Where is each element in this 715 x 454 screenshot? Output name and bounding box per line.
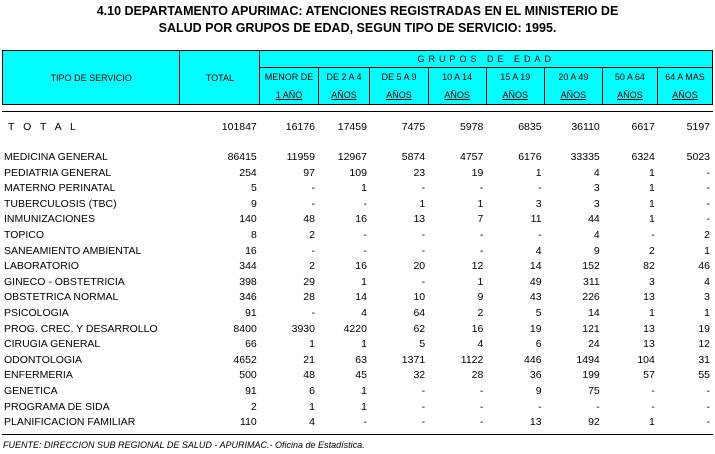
cell-value: 4220 — [343, 322, 367, 335]
cell-value: 446 — [524, 353, 542, 366]
cell-value: 101847 — [221, 121, 257, 134]
cell-value: 10 — [413, 291, 426, 304]
cell-value: 28 — [303, 291, 315, 304]
cell-value: - — [596, 400, 600, 413]
cell-value: 16 — [471, 322, 484, 335]
cell-value: 13 — [643, 338, 655, 351]
cell-value: 29 — [303, 275, 315, 288]
cell-value: 16 — [355, 213, 367, 226]
row-label: LABORATORIO — [4, 260, 79, 273]
cell-value: 8 — [250, 228, 257, 241]
cell-value: 13 — [529, 416, 542, 429]
header-age-group-label: 15 A 19 — [486, 67, 544, 86]
header-age-group-unit: AÑOS — [370, 86, 428, 105]
cell-value: 4 — [535, 244, 542, 257]
cell-value: 31 — [698, 353, 710, 366]
row-label: T O T A L — [8, 121, 79, 134]
cell-value: 32 — [413, 369, 426, 382]
table-row — [2, 368, 713, 384]
cell-value: 1 — [361, 338, 367, 351]
source-note: FUENTE: DIRECCION SUB REGIONAL DE SALUD - APURIMAC.- Oficina de Estadística. — [3, 440, 365, 450]
header-age-group-label: 64 A MAS — [657, 67, 712, 86]
cell-value: - — [421, 228, 426, 241]
table-row — [2, 290, 713, 306]
cell-value: 2 — [649, 244, 655, 257]
row-label: MATERNO PERINATAL — [4, 182, 116, 195]
table-header — [2, 50, 713, 105]
table-row — [2, 244, 713, 260]
cell-value: 311 — [583, 275, 600, 288]
cell-value: 6835 — [518, 121, 542, 134]
cell-value: 8400 — [233, 322, 257, 335]
cell-value: 28 — [471, 369, 484, 382]
cell-value: 2 — [309, 228, 315, 241]
row-label: CIRUGIA GENERAL — [4, 338, 101, 351]
cell-value: 92 — [588, 416, 600, 429]
cell-value: 9 — [535, 384, 542, 397]
cell-value: 44 — [588, 213, 600, 226]
cell-value: 14 — [355, 291, 367, 304]
header-grupos-edad: GRUPOS DE EDAD — [260, 51, 713, 68]
cell-value: 49 — [529, 275, 542, 288]
header-age-group-unit: AÑOS — [486, 86, 544, 105]
cell-value: 6324 — [631, 151, 655, 163]
cell-value: 199 — [582, 369, 600, 382]
cell-value: 20 — [413, 260, 426, 273]
cell-value: 6 — [309, 384, 315, 397]
cell-value: 13 — [643, 322, 655, 335]
cell-value: - — [651, 384, 655, 397]
cell-value: 5978 — [460, 121, 484, 134]
cell-value: 110 — [240, 416, 257, 429]
cell-value: 1122 — [460, 353, 484, 366]
cell-value: - — [311, 306, 315, 319]
cell-value: 19 — [529, 322, 542, 335]
cell-value: 3930 — [291, 322, 315, 335]
cell-value: 16 — [355, 260, 367, 273]
cell-value: 19 — [471, 166, 484, 179]
cell-value: - — [421, 400, 426, 413]
cell-value: 62 — [413, 322, 426, 335]
cell-value: - — [706, 182, 710, 195]
row-label: PEDIATRIA GENERAL — [4, 166, 112, 179]
header-bottom-rule — [2, 111, 713, 112]
cell-value: 14 — [529, 260, 542, 273]
cell-value: 97 — [303, 166, 315, 179]
row-label: TUBERCULOSIS (TBC) — [4, 197, 117, 210]
cell-value: - — [311, 244, 315, 257]
header-age-group-label: 20 A 49 — [544, 67, 602, 86]
cell-value: 7475 — [401, 121, 426, 134]
cell-value: - — [479, 228, 484, 241]
header-age-group-unit: AÑOS — [428, 86, 486, 105]
cell-value: - — [651, 228, 655, 241]
cell-value: 55 — [698, 369, 710, 382]
row-label: TOPICO — [4, 228, 45, 241]
table-row — [2, 150, 713, 166]
cell-value: 16176 — [285, 121, 315, 134]
cell-value: 2 — [250, 400, 257, 413]
cell-value: 3 — [649, 275, 655, 288]
cell-value: - — [421, 416, 426, 429]
cell-value: 1 — [649, 182, 655, 195]
cell-value: 82 — [643, 260, 655, 273]
cell-value: 1371 — [401, 353, 426, 366]
cell-value: 46 — [698, 260, 710, 273]
cell-value: 4 — [593, 166, 600, 179]
cell-value: 4757 — [460, 151, 484, 163]
cell-value: 11 — [530, 213, 542, 226]
cell-value: 14 — [588, 306, 600, 319]
cell-value: 4 — [593, 228, 600, 241]
cell-value: - — [538, 182, 542, 195]
cell-value: 12 — [471, 260, 484, 273]
cell-value: 12 — [698, 338, 710, 351]
cell-value: 1 — [649, 166, 655, 179]
cell-value: - — [479, 384, 484, 397]
cell-value: 33335 — [570, 151, 600, 163]
cell-value: 5 — [250, 182, 257, 195]
table-row — [2, 415, 713, 431]
cell-value: 4 — [309, 416, 315, 429]
cell-value: 9 — [250, 197, 257, 210]
cell-value: 104 — [637, 353, 655, 366]
header-age-group-unit: 1 AÑO — [260, 86, 318, 105]
cell-value: 1 — [309, 338, 315, 351]
cell-value: - — [479, 244, 484, 257]
cell-value: 121 — [582, 322, 600, 335]
cell-value: - — [363, 197, 367, 210]
cell-value: - — [479, 416, 484, 429]
cell-value: 344 — [239, 260, 257, 273]
cell-value: - — [363, 228, 367, 241]
cell-value: 346 — [239, 291, 257, 304]
cell-value: - — [706, 197, 710, 210]
cell-value: 1 — [704, 306, 710, 319]
cell-value: - — [706, 416, 710, 429]
header-tipo-servicio: TIPO DE SERVICIO — [3, 51, 180, 105]
cell-value: 5023 — [686, 151, 710, 163]
cell-value: - — [421, 275, 426, 288]
row-label: PLANIFICACION FAMILIAR — [4, 416, 136, 429]
cell-value: 2 — [704, 228, 710, 241]
table-row — [2, 337, 713, 353]
cell-value: 36110 — [571, 121, 600, 134]
cell-value: 1 — [649, 197, 655, 210]
cell-value: 16 — [245, 244, 257, 257]
cell-value: 2 — [477, 306, 484, 319]
table-row — [2, 212, 713, 228]
cell-value: 140 — [239, 213, 257, 226]
cell-value: 4 — [477, 338, 484, 351]
table-row — [2, 275, 713, 291]
table-row — [2, 306, 713, 322]
cell-value: 5 — [535, 306, 542, 319]
cell-value: 75 — [588, 384, 600, 397]
cell-value: 3 — [593, 197, 600, 210]
cell-value: 48 — [303, 213, 315, 226]
cell-value: 2 — [309, 260, 315, 273]
cell-value: 500 — [239, 369, 257, 382]
cell-value: 13 — [413, 213, 426, 226]
cell-value: - — [421, 244, 426, 257]
row-label: GENETICA — [4, 384, 58, 397]
header-age-group-label: DE 2 A 4 — [318, 67, 370, 86]
header-age-group-label: 10 A 14 — [428, 67, 486, 86]
cell-value: 13 — [643, 291, 655, 304]
cell-value: 36 — [529, 369, 542, 382]
cell-value: 3 — [593, 182, 600, 195]
cell-value: 19 — [698, 322, 710, 335]
cell-value: 1 — [361, 400, 367, 413]
cell-value: 12967 — [337, 151, 367, 163]
cell-value: 66 — [245, 338, 257, 351]
row-label: MEDICINA GENERAL — [4, 151, 108, 163]
row-label: ENFERMERIA — [4, 369, 73, 382]
header-age-group-unit: AÑOS — [544, 86, 602, 105]
cell-value: 91 — [245, 306, 257, 319]
cell-value: 21 — [303, 353, 315, 366]
cell-value: 45 — [355, 369, 367, 382]
cell-value: - — [651, 400, 655, 413]
cell-value: 1 — [649, 213, 655, 226]
cell-value: 398 — [239, 275, 257, 288]
cell-value: 1 — [477, 275, 484, 288]
cell-value: - — [706, 384, 710, 397]
cell-value: - — [421, 384, 426, 397]
cell-value: 48 — [303, 369, 315, 382]
cell-value: 91 — [245, 384, 257, 397]
cell-value: - — [421, 182, 426, 195]
cell-value: - — [706, 213, 710, 226]
cell-value: 43 — [529, 291, 542, 304]
cell-value: - — [311, 197, 315, 210]
table-row — [2, 181, 713, 197]
cell-value: 5197 — [686, 121, 710, 134]
row-label: SANEAMIENTO AMBIENTAL — [4, 244, 142, 257]
header-total: TOTAL — [180, 51, 260, 105]
cell-value: 9 — [477, 291, 484, 304]
row-label: PSICOLOGIA — [4, 306, 69, 319]
cell-value: 1 — [477, 197, 484, 210]
cell-value: - — [311, 182, 315, 195]
row-label: OBSTETRICA NORMAL — [4, 291, 119, 304]
table-title-line-2: SALUD POR GRUPOS DE EDAD, SEGUN TIPO DE SERVICIO: 1995. — [158, 21, 557, 35]
cell-value: 109 — [349, 166, 367, 179]
cell-value: - — [363, 416, 367, 429]
table-row — [2, 197, 713, 213]
cell-value: 1 — [361, 182, 367, 195]
table-row — [2, 384, 713, 400]
cell-value: 23 — [413, 166, 426, 179]
table-row — [2, 322, 713, 338]
cell-value: 6 — [535, 338, 542, 351]
row-label: PROGRAMA DE SIDA — [4, 400, 110, 413]
table-row — [2, 228, 713, 244]
cell-value: 1 — [649, 416, 655, 429]
cell-value: 1 — [361, 275, 367, 288]
header-age-group-label: MENOR DE — [260, 67, 318, 86]
row-label: PROG. CREC. Y DESARROLLO — [4, 322, 158, 335]
cell-value: - — [538, 228, 542, 241]
row-label: ODONTOLOGIA — [4, 353, 82, 366]
cell-value: 1 — [704, 244, 710, 257]
cell-value: 254 — [239, 166, 257, 179]
cell-value: 6176 — [518, 151, 542, 163]
cell-value: 86415 — [227, 151, 257, 163]
cell-value: 6617 — [631, 121, 655, 134]
cell-value: 17459 — [337, 121, 367, 134]
table-row — [2, 166, 713, 182]
cell-value: 1494 — [576, 353, 600, 366]
cell-value: 64 — [413, 306, 426, 319]
cell-value: - — [363, 244, 367, 257]
cell-value: - — [479, 182, 484, 195]
cell-value: - — [479, 400, 484, 413]
cell-value: 1 — [535, 166, 542, 179]
header-age-group-label: 50 A 64 — [602, 67, 657, 86]
header-age-group-unit: AÑOS — [657, 86, 712, 105]
cell-value: - — [706, 400, 710, 413]
cell-value: - — [538, 400, 542, 413]
cell-value: 4 — [704, 275, 710, 288]
table-title-line-1: 4.10 DEPARTAMENTO APURIMAC: ATENCIONES REGISTRADAS EN EL MINISTERIO DE — [96, 4, 619, 18]
cell-value: 152 — [582, 260, 600, 273]
cell-value: 1 — [419, 197, 426, 210]
cell-value: 1 — [361, 384, 367, 397]
cell-value: 7 — [477, 213, 484, 226]
cell-value: 63 — [355, 353, 367, 366]
cell-value: 3 — [704, 291, 710, 304]
table-row — [2, 259, 713, 275]
row-label: INMUNIZACIONES — [4, 213, 96, 226]
table-row — [2, 400, 713, 416]
header-age-group-unit: AÑOS — [318, 86, 370, 105]
spacer-row — [2, 139, 713, 150]
data-table — [2, 117, 713, 431]
cell-value: 5874 — [401, 151, 426, 163]
total-row — [2, 117, 713, 139]
cell-value: 3 — [535, 197, 542, 210]
cell-value: 5 — [419, 338, 426, 351]
cell-value: 1 — [309, 400, 315, 413]
cell-value: 1 — [649, 306, 655, 319]
header-age-group-label: DE 5 A 9 — [370, 67, 428, 86]
row-label: GINECO - OBSTETRICIA — [4, 275, 125, 288]
cell-value: 9 — [593, 244, 600, 257]
cell-value: 4652 — [233, 353, 257, 366]
cell-value: 11959 — [286, 151, 315, 163]
table-bottom-rule — [2, 434, 713, 435]
cell-value: 57 — [643, 369, 655, 382]
cell-value: 4 — [361, 306, 367, 319]
cell-value: 226 — [582, 291, 600, 304]
cell-value: - — [706, 166, 710, 179]
header-age-group-unit: AÑOS — [602, 86, 657, 105]
table-row — [2, 353, 713, 369]
cell-value: 24 — [588, 338, 600, 351]
